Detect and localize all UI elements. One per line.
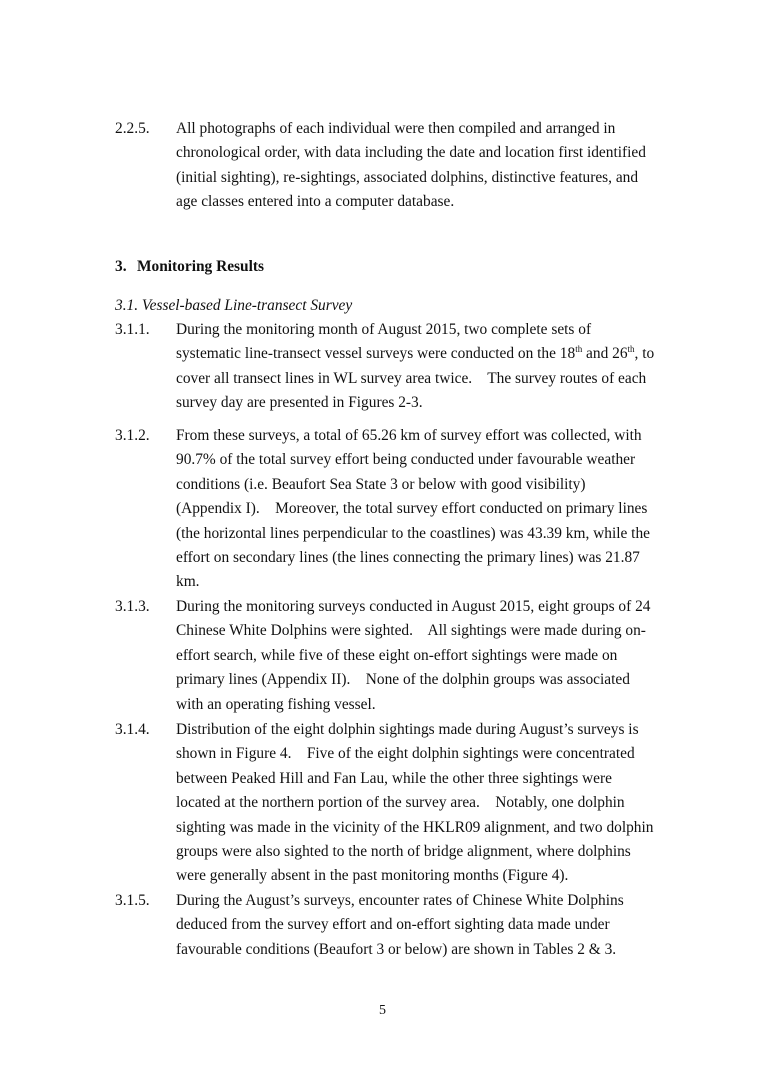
section-heading (115, 255, 264, 279)
paragraph-number: 3.1.3. (115, 598, 150, 615)
paragraph-3-1-3 (115, 595, 655, 717)
paragraph-number: 3.1.1. (115, 321, 150, 338)
paragraph-text: From these surveys, a total of 65.26 km of survey effort was collected, with 90.7% of the total survey effort being conducted under favourable weather conditions (i.e. Beaufort Sea State 3 or below with good visibility) (Appendix I). Moreover, the total survey effort conducted on primary lines (the horizontal lines perpendicular to the coastlines) was 43.39 km, while the effort on secondary lines (the lines connecting the primary lines) was 21.87 km. (176, 427, 650, 591)
paragraph-2-2-5 (115, 117, 655, 215)
section-title: Monitoring Results (137, 258, 264, 275)
paragraph-3-1-4 (115, 718, 655, 889)
paragraph-number: 3.1.5. (115, 892, 150, 909)
subsection-heading: 3.1. Vessel-based Line-transect Survey (115, 297, 353, 314)
superscript: th (575, 344, 583, 355)
paragraph-text: During the monitoring surveys conducted in August 2015, eight groups of 24 Chinese White Dolphins were sighted. All sightings were made during on-effort search, while five of these eight on-effort sightings were made on primary lines (Appendix II). None of the dolphin groups was associated with an operating fishing vessel. (176, 598, 651, 713)
text-segment: During the monitoring month of August 2015, two complete sets of systematic line-transect vessel surveys were conducted on the 18 (176, 321, 592, 363)
paragraph-3-1-2 (115, 424, 655, 595)
superscript: th (627, 344, 635, 355)
paragraph-number: 3.1.4. (115, 721, 150, 738)
paragraph-number: 2.2.5. (115, 120, 150, 137)
paragraph-text (176, 318, 655, 416)
paragraph-3-1-1 (115, 318, 655, 416)
page-number: 5 (379, 1003, 386, 1018)
paragraph-number: 3.1.2. (115, 427, 150, 444)
text-segment: and 26 (582, 345, 628, 363)
section-number: 3. (115, 258, 127, 275)
text-segment: , to cover all transect lines in WL survey area twice. The survey routes of each survey day are presented in Figures 2-3. (176, 345, 655, 412)
paragraph-text: All photographs of each individual were then compiled and arranged in chronological order, with data including the date and location first identified (initial sighting), re-sightings, associated dolphins, distinctive features, and age classes entered into a computer database. (176, 120, 646, 211)
paragraph-3-1-5 (115, 889, 655, 962)
paragraph-text: Distribution of the eight dolphin sightings made during August’s surveys is shown in Figure 4. Five of the eight dolphin sightings were concentrated between Peaked Hill and Fan Lau, while the other three sightings were located at the northern portion of the survey area. Notably, one dolphin sighting was made in the vicinity of the HKLR09 alignment, and two dolphin groups were also sighted to the north of bridge alignment, where dolphins were generally absent in the past monitoring months (Figure 4). (176, 721, 654, 885)
paragraph-text: During the August’s surveys, encounter rates of Chinese White Dolphins deduced from the survey effort and on-effort sighting data made under favourable conditions (Beaufort 3 or below) are shown in Tables 2 & 3. (176, 892, 624, 958)
